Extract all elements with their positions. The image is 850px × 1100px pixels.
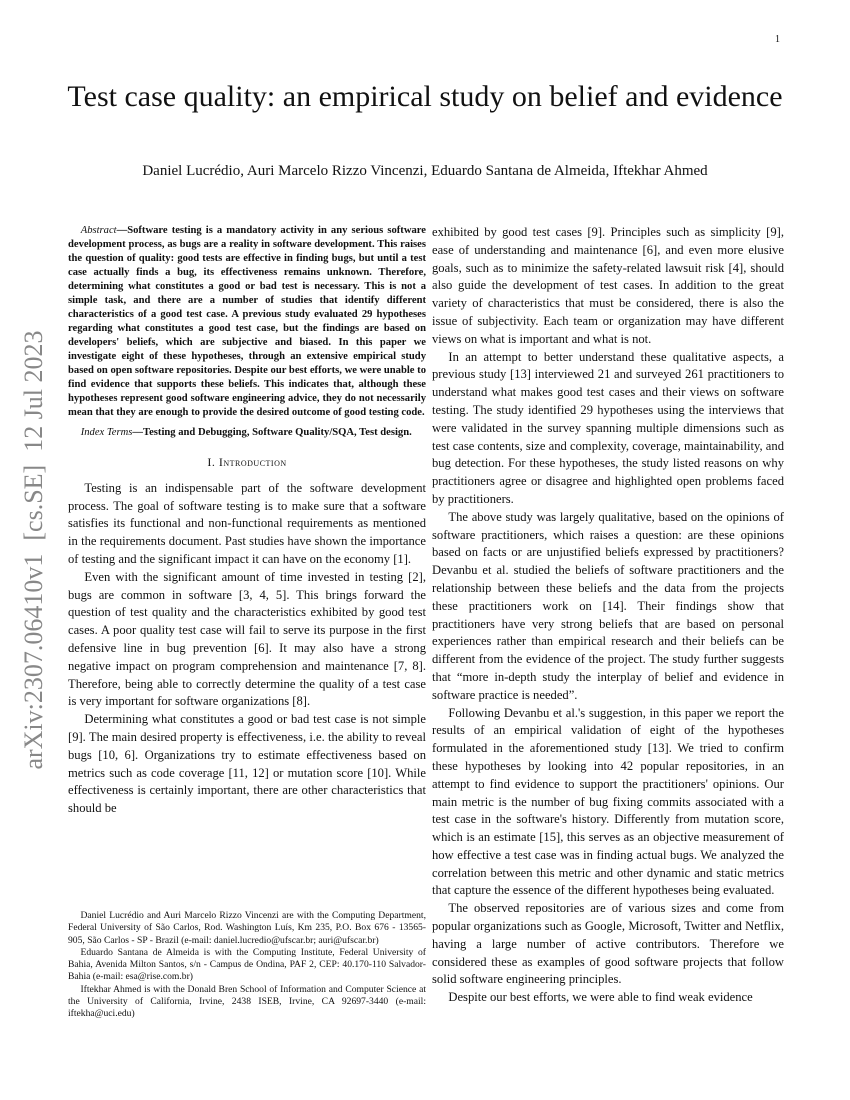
abstract-text: —Software testing is a mandatory activity in any serious software development process, as bugs are a reality in software development. This raises the question of quality: good tests are effective in finding bugs, but until a test case actually finds a bug, its effectiveness remains unknown. Therefore, determining what constitutes a good or bad test is necessary. This is not a simple task, and there are a number of studies that identify different characteristics of a good test case. A previous study evaluated 29 hypotheses regarding what constitutes a good test case, but the findings are based on developers' beliefs, which are subjective and biased. In this paper we investigate eight of these hypotheses, through an extensive empirical study based on open software repositories. Despite our best efforts, we were unable to find evidence that supports these beliefs. This indicates that, although these hypotheses represent good software engineering advice, they do not necessarily mean that they are enough to provide the desired outcome of good testing code. bbox=[68, 225, 426, 418]
abstract-label: Abstract bbox=[80, 225, 117, 236]
section-title: Introduction bbox=[218, 455, 287, 469]
body-paragraph: The above study was largely qualitative, based on the opinions of software practitioners, which raises a question: are these opinions based on facts or are unjustified beliefs expressed by practitioners? Devanbu et al. studied the beliefs of software practitioners and the relationship between these beliefs and the data from the projects these practitioners work on [14]. Their findings show that practitioners have very strong beliefs that are based on personal experiences rather than empirical research and their beliefs can be different from the evidence of the project. The study further suggests that “more in-depth study the interplay of belief and evidence in software practice is needed”. bbox=[432, 509, 784, 702]
body-paragraph: Despite our best efforts, we were able to find weak evidence bbox=[448, 990, 753, 1005]
left-column bbox=[68, 224, 426, 818]
index-terms bbox=[68, 426, 426, 440]
arxiv-identifier-stamp bbox=[4, 300, 52, 800]
author-list: Daniel Lucrédio, Auri Marcelo Rizzo Vincenzi, Eduardo Santana de Almeida, Iftekhar Ahmed bbox=[142, 163, 708, 179]
body-paragraph: Determining what constitutes a good or bad test case is not simple [9]. The main desired property is effectiveness, i.e. the ability to reveal bugs [10, 6]. Organizations try to estimate effectiveness based on metrics such as code coverage [11, 12] or mutation score [10]. While effectiveness is certainly important, there are other characteristics that should be bbox=[68, 712, 426, 816]
body-paragraph: Even with the significant amount of time invested in testing [2], bugs are common in software [3, 4, 5]. This brings forward the question of test quality and the characteristics exhibited by good test cases. A poor quality test case will fail to serve its purpose in the first defensive line in bug prevention [6]. It may also have a strong negative impact on program comprehension and maintenance [7, 8]. Therefore, being able to correctly determine the quality of a test case is very important for software organizations [8]. bbox=[68, 569, 426, 709]
index-terms-label: Index Terms bbox=[80, 427, 133, 438]
body-paragraph: Testing is an indispensable part of the software development process. The goal of software testing is to make sure that a software satisfies its functional and non-functional requirements as mentioned in the requirements document. Past studies have shown the importance of testing and the significant impact it can have on the economy [1]. bbox=[68, 480, 426, 566]
section-number: I. bbox=[207, 455, 216, 469]
footnote: Eduardo Santana de Almeida is with the Computing Institute, Federal University of Bahia, Avenida Milton Santos, s/n - Campus de Ondina, PAF 2, CEP: 40.170-110 Salvador-Bahia (e-mail: esa@rise.com.br) bbox=[68, 946, 426, 983]
index-terms-text: —Testing and Debugging, Software Quality/SQA, Test design. bbox=[132, 427, 412, 438]
body-paragraph: Following Devanbu et al.'s suggestion, in this paper we report the results of an empirical validation of eight of the hypotheses formulated in the aforementioned study [13]. We tried to confirm these hypotheses by looking into 42 popular repositories, in an attempt to find evidence to support the practitioners' opinions. Our main metric is the number of bug fixing commits associated with a test case in the software's history. Differently from mutation score, which is an estimate [15], this serves as an objective measurement of how effective a test case was in finding actual bugs. We analyzed the correlation between this metric and other dynamic and static metrics that capture the essence of the different hypotheses being evaluated. bbox=[432, 705, 784, 898]
paper-title: Test case quality: an empirical study on belief and evidence bbox=[67, 80, 783, 113]
page-number: 1 bbox=[775, 34, 780, 45]
body-paragraph: The observed repositories are of various sizes and come from popular organizations such as Google, Microsoft, Twitter and Netflix, having a large number of active contributors. Therefore we considered these as examples of good software projects that follow solid software engineering principles. bbox=[432, 901, 784, 987]
body-paragraph-continued: exhibited by good test cases [9]. Principles such as simplicity [9], ease of understanding and maintenance [6], and even more elusive goals, such as to minimize the safety-related lawsuit risk [4], should also guide the development of test cases. In addition to the great variety of characteristics that must be considered, there is also the issue of subjectivity. Each team or organization may have different views on what is important and what is not. bbox=[432, 225, 784, 346]
right-column bbox=[432, 224, 784, 1007]
body-paragraph: In an attempt to better understand these qualitative aspects, a previous study [13] interviewed 21 and surveyed 261 practitioners to understand what makes good test cases and their views on software testing. The study identified 29 hypotheses using the interviews that were validated in the survey spanning multiple dimensions such as test case contents, size and complexity, coverage, maintainability, and bug detection. For these hypotheses, the study listed reasons on why practitioners agree or disagree and highlighted open problems faced by practitioners. bbox=[432, 349, 784, 506]
footnote: Iftekhar Ahmed is with the Donald Bren School of Information and Computer Science at the University of California, Irvine, 2438 ISEB, Irvine, CA 92697-3440 (e-mail: iftekha@uci.edu) bbox=[68, 983, 426, 1020]
footnote: Daniel Lucrédio and Auri Marcelo Rizzo Vincenzi are with the Computing Department, Federal University of São Carlos, Rod. Washington Luís, Km 235, P.O. Box 676 - 13565-905, São Carlos - SP - Brazil (e-mail: daniel.lucredio@ufscar.br; auri@ufscar.br) bbox=[68, 910, 426, 946]
author-footnotes bbox=[68, 910, 426, 1021]
arxiv-stamp-text: arXiv:2307.06410v1 [cs.SE] 12 Jul 2023 bbox=[19, 330, 48, 770]
abstract bbox=[68, 224, 426, 420]
section-heading-introduction bbox=[68, 454, 426, 472]
